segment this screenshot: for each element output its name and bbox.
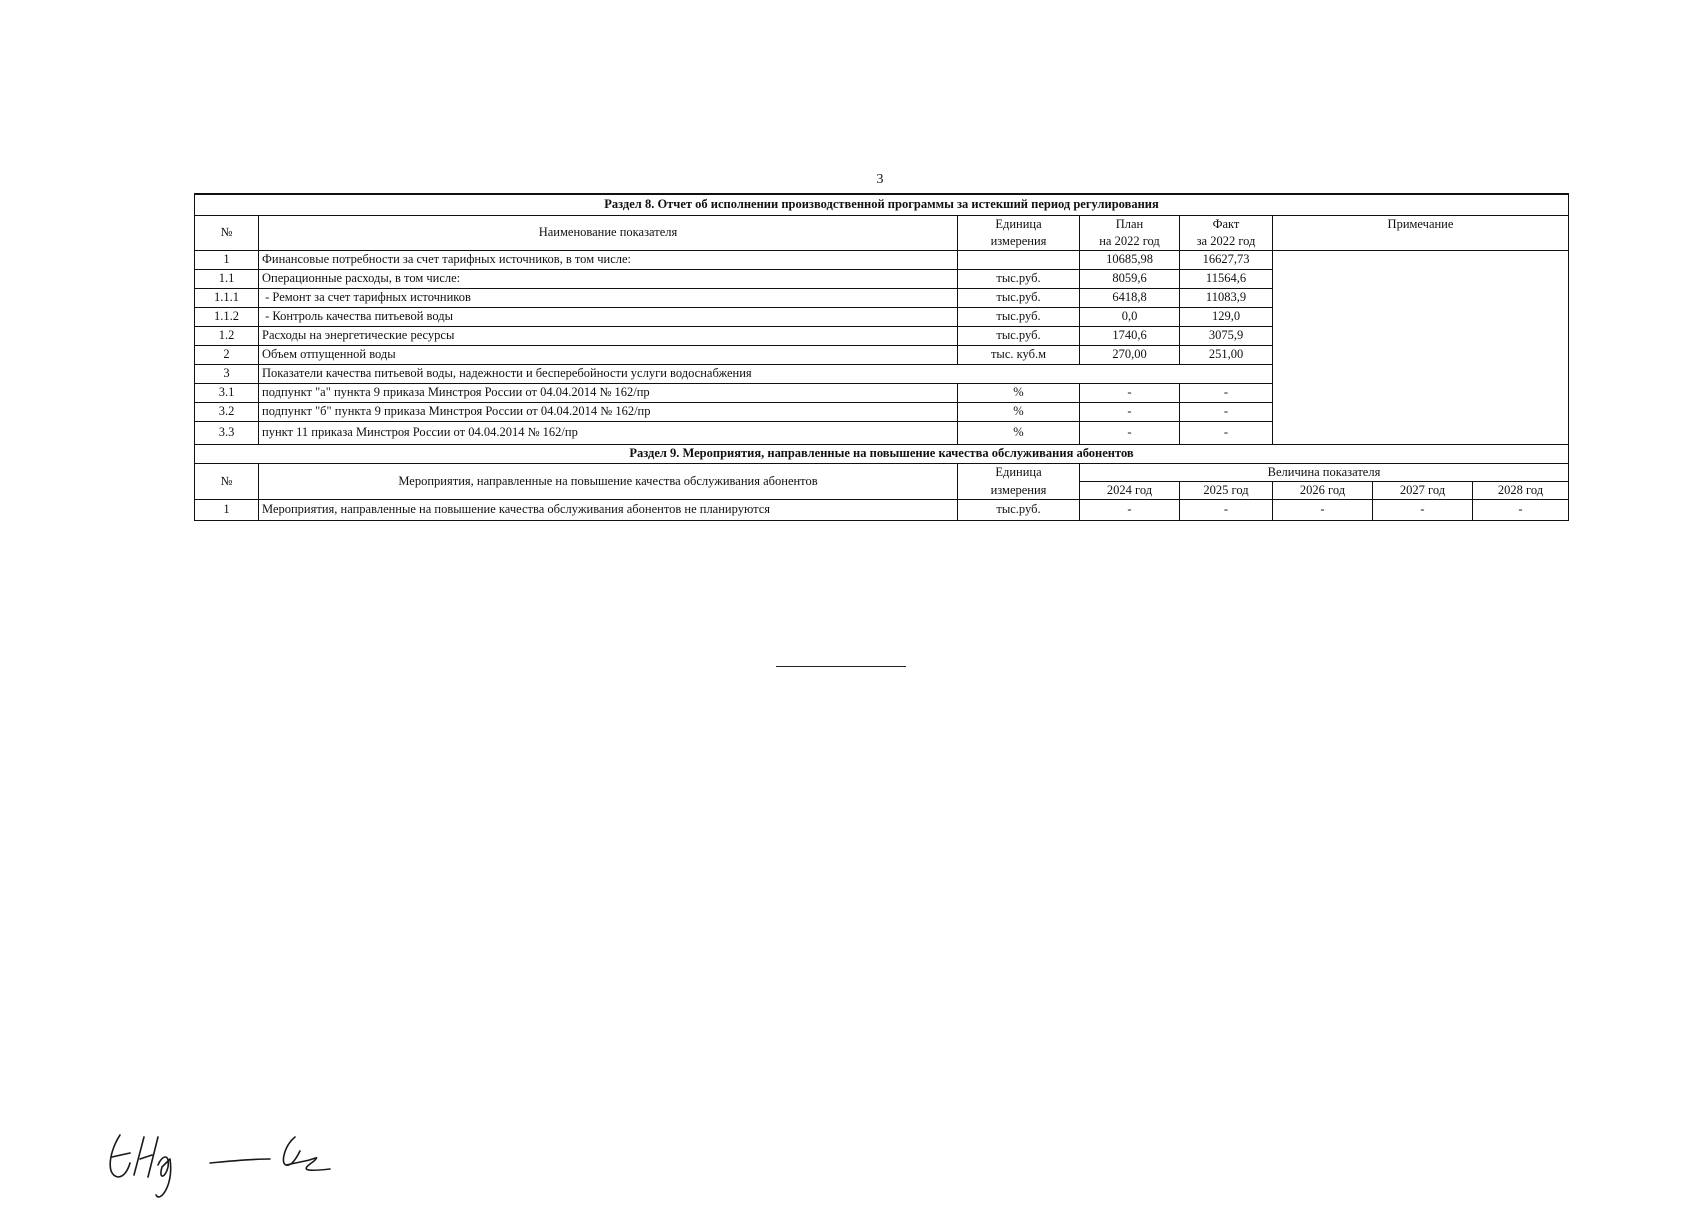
row-num: 3 [195,365,259,384]
row-name: подпункт "а" пункта 9 приказа Минстроя России от 04.04.2014 № 162/пр [259,384,958,403]
table-row [195,500,1569,521]
s8-header-name: Наименование показателя [259,216,958,251]
row-value: - [1080,500,1180,521]
s8-header-fact-line1: Факт [1180,216,1273,234]
row-num: 1 [195,500,259,521]
row-plan: 270,00 [1080,346,1180,365]
s9-header-value-group: Величина показателя [1080,464,1569,482]
row-name: Мероприятия, направленные на повышение качества обслуживания абонентов не планируются [259,500,958,521]
row-unit: % [958,403,1080,422]
row-num: 3.1 [195,384,259,403]
s9-header-num: № [195,464,259,500]
row-name: Показатели качества питьевой воды, надежности и бесперебойности услуги водоснабжения [259,365,1273,384]
s9-header-year: 2025 год [1180,482,1273,500]
table-row [195,251,1569,270]
row-name: Расходы на энергетические ресурсы [259,327,958,346]
row-name: Операционные расходы, в том числе: [259,270,958,289]
s9-header-year: 2027 год [1373,482,1473,500]
row-name: пункт 11 приказа Минстроя России от 04.04.2014 № 162/пр [259,422,958,445]
row-fact: 129,0 [1180,308,1273,327]
row-value: - [1373,500,1473,521]
end-divider [776,666,906,667]
row-plan: 8059,6 [1080,270,1180,289]
row-unit: тыс. куб.м [958,346,1080,365]
s8-header-fact-line2: за 2022 год [1180,233,1273,251]
row-fact: - [1180,403,1273,422]
row-num: 1.2 [195,327,259,346]
row-num: 1 [195,251,259,270]
row-num: 2 [195,346,259,365]
row-plan: - [1080,403,1180,422]
row-unit: тыс.руб. [958,270,1080,289]
section8-title: Раздел 8. Отчет об исполнении производственной программы за истекший период регулирования [195,194,1569,216]
row-value: - [1180,500,1273,521]
s9-header-name: Мероприятия, направленные на повышение качества обслуживания абонентов [259,464,958,500]
row-unit: тыс.руб. [958,500,1080,521]
row-unit [958,251,1080,270]
row-plan: 10685,98 [1080,251,1180,270]
row-fact: 11564,6 [1180,270,1273,289]
row-unit: % [958,422,1080,445]
row-name: - Ремонт за счет тарифных источников [259,289,958,308]
s8-header-plan-line1: План [1080,216,1180,234]
s8-header-plan-line2: на 2022 год [1080,233,1180,251]
page-number: 3 [876,172,884,187]
s9-header-unit-line1: Единица [958,464,1080,482]
row-name: Финансовые потребности за счет тарифных источников, в том числе: [259,251,958,270]
row-unit: % [958,384,1080,403]
row-num: 1.1 [195,270,259,289]
s9-header-year: 2028 год [1473,482,1569,500]
row-num: 3.2 [195,403,259,422]
row-fact: - [1180,384,1273,403]
row-name: - Контроль качества питьевой воды [259,308,958,327]
s8-header-num: № [195,216,259,251]
row-plan: 1740,6 [1080,327,1180,346]
row-fact: - [1180,422,1273,445]
row-num: 1.1.1 [195,289,259,308]
section9-title: Раздел 9. Мероприятия, направленные на повышение качества обслуживания абонентов [195,445,1569,464]
s8-header-note: Примечание [1273,216,1569,251]
row-fact: 16627,73 [1180,251,1273,270]
row-unit: тыс.руб. [958,308,1080,327]
s9-header-year: 2026 год [1273,482,1373,500]
row-fact: 3075,9 [1180,327,1273,346]
note-cell [1273,251,1569,445]
row-unit: тыс.руб. [958,289,1080,308]
row-plan: 0,0 [1080,308,1180,327]
row-plan: 6418,8 [1080,289,1180,308]
s8-header-unit-line2: измерения [958,233,1080,251]
row-plan: - [1080,422,1180,445]
row-plan: - [1080,384,1180,403]
handwritten-signature [100,1115,350,1205]
row-num: 3.3 [195,422,259,445]
row-num: 1.1.2 [195,308,259,327]
row-fact: 251,00 [1180,346,1273,365]
report-table [194,193,1569,521]
s9-header-unit-line2: измерения [958,482,1080,500]
s9-header-year: 2024 год [1080,482,1180,500]
row-unit: тыс.руб. [958,327,1080,346]
s8-header-unit-line1: Единица [958,216,1080,234]
row-name: подпункт "б" пункта 9 приказа Минстроя России от 04.04.2014 № 162/пр [259,403,958,422]
row-fact: 11083,9 [1180,289,1273,308]
row-value: - [1473,500,1569,521]
row-name: Объем отпущенной воды [259,346,958,365]
row-value: - [1273,500,1373,521]
